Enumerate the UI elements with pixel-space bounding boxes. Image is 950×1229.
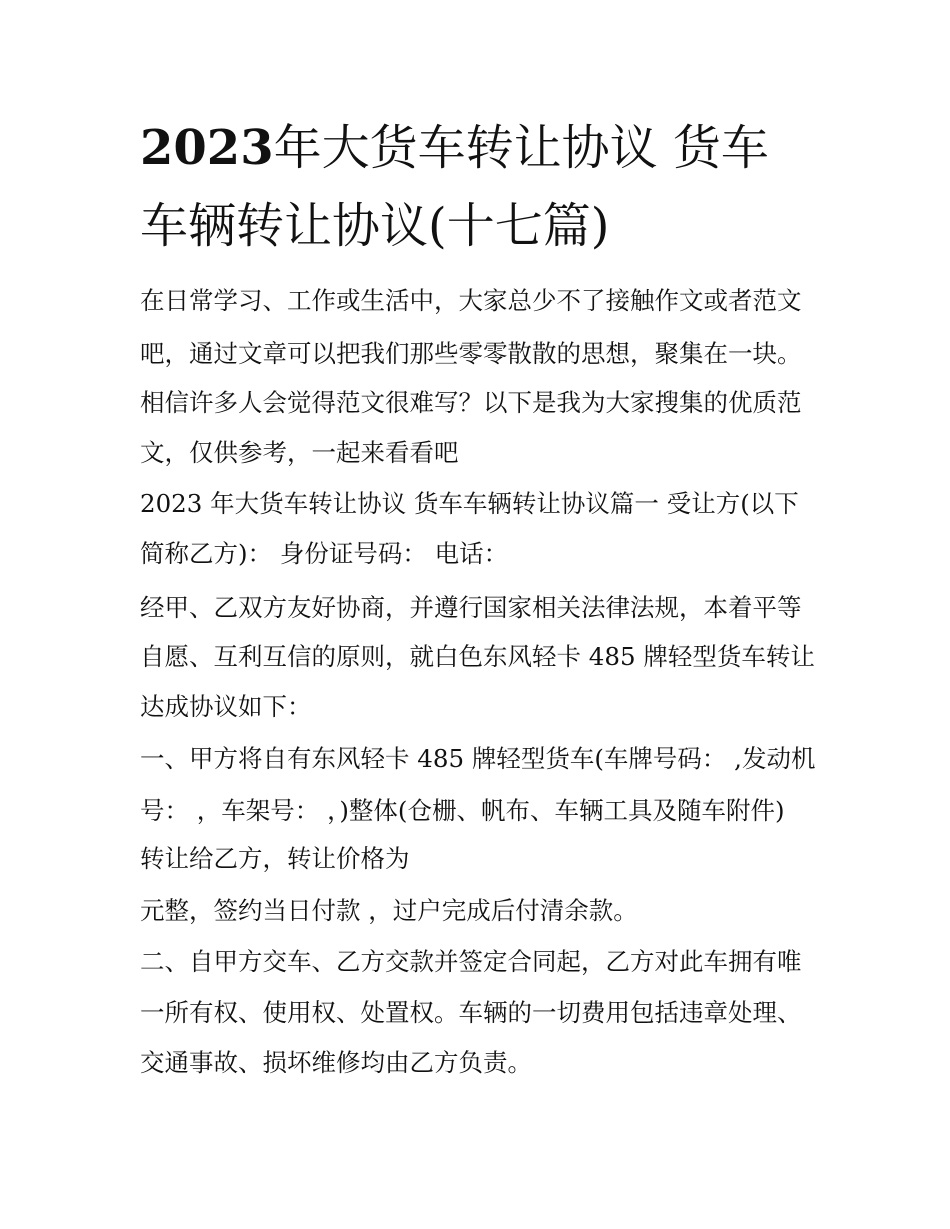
body-line: 吧，通过文章可以把我们那些零零散散的思想，聚集在一块。 [140, 339, 802, 368]
body-line: 相信许多人会觉得范文很难写？以下是我为大家搜集的优质范 [140, 388, 802, 417]
body-line: 一所有权、使用权、处置权。车辆的一切费用包括违章处理、 [140, 998, 802, 1027]
body-line: 转让给乙方，转让价格为 [140, 844, 410, 873]
document-title-line-1 [140, 120, 820, 176]
body-line: 简称乙方)： 身份证号码： 电话： [140, 539, 509, 568]
body-line: 2023 年大货车转让协议 货车车辆转让协议篇一 受让方(以下 [140, 489, 799, 518]
body-line: 在日常学习、工作或生活中，大家总少不了接触作文或者范文 [140, 286, 802, 315]
document-title-line-2: 车辆转让协议(十七篇) [140, 198, 610, 254]
body-line: 二、自甲方交车、乙方交款并签定合同起，乙方对此车拥有唯 [140, 947, 802, 976]
title-text: 年大货车转让协议 货车 [273, 120, 769, 176]
body-line: 达成协议如下： [140, 692, 312, 721]
body-line: 交通事故、损坏维修均由乙方负责。 [140, 1048, 532, 1077]
body-line: 一、甲方将自有东风轻卡 485 牌轻型货车(车牌号码： ,发动机 [140, 744, 816, 773]
body-line: 文，仅供参考，一起来看看吧 [140, 438, 459, 467]
body-line: 经甲、乙双方友好协商，并遵行国家相关法律法规，本着平等 [140, 593, 802, 622]
title-year: 2023 [140, 120, 274, 176]
body-line: 号： ，车架号： ，)整体(仓栅、帆布、车辆工具及随车附件) [140, 796, 785, 825]
body-line: 自愿、互利互信的原则，就白色东风轻卡 485 牌轻型货车转让 [140, 642, 815, 671]
body-line: 元整，签约当日付款 ，过户完成后付清余款。 [140, 896, 638, 925]
